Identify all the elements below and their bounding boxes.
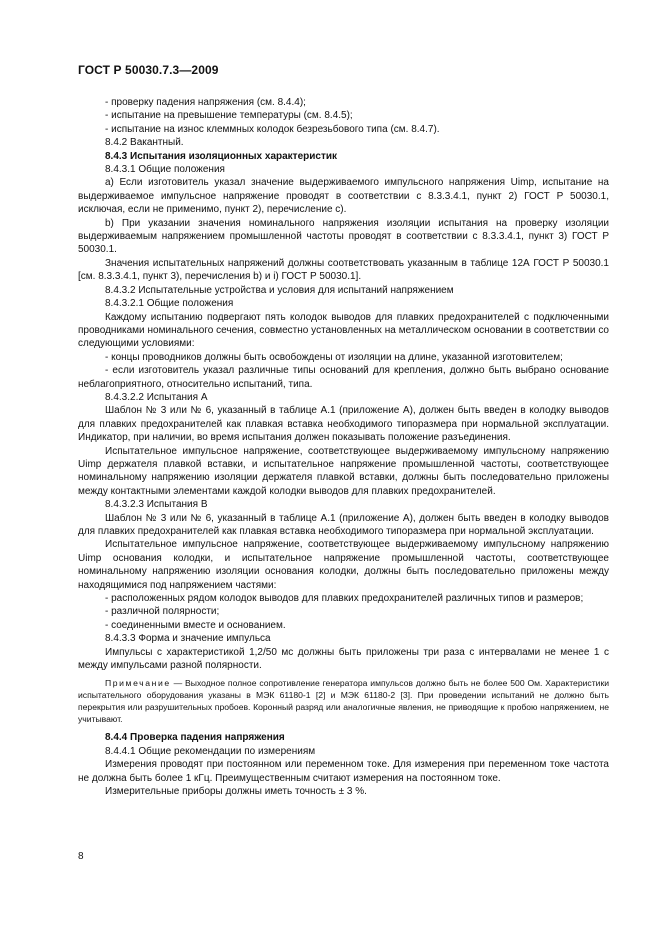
section-8-4-2: 8.4.2 Вакантный.	[105, 137, 184, 149]
subsection-heading: 8.4.3.2.3 Испытания В	[105, 499, 208, 511]
paragraph: Измерения проводят при постоянном или переменном токе. Для измерения при переменном токе частота не должна быть более 1 кГц. Преимущественным считают измерения на постоянном токе.	[78, 759, 609, 784]
paragraph: а) Если изготовитель указал значение выдерживаемого импульсного напряжения Uimp, испытание на выдерживаемое импульсное напряжение проводят в соответствии с 8.3.3.4.1, пункт 2) ГОСТ Р 50030.1, исключая, если не применимо, пункт 2), перечисление с).	[78, 177, 609, 216]
list-item: - различной полярности;	[105, 606, 220, 618]
paragraph: Шаблон № 3 или № 6, указанный в таблице А.1 (приложение А), должен быть введен в колодку выводов для плавких предохранителей как плавкая вставка необходимого типоразмера при нормальной эксплуатации. Индикатор, при наличии, во время испытания должен показывать положение разъединения.	[78, 405, 609, 444]
list-item: - расположенных рядом колодок выводов для плавких предохранителей различных типов и размеров;	[105, 593, 584, 605]
list-item: - испытание на превышение температуры (см. 8.4.5);	[105, 110, 353, 122]
subsection-heading: 8.4.4.1 Общие рекомендации по измерениям	[105, 745, 316, 757]
list-item: - концы проводников должны быть освобождены от изоляции на длине, указанной изготовителем;	[105, 351, 563, 363]
document-header: ГОСТ Р 50030.7.3—2009	[78, 63, 219, 77]
subsection-heading: 8.4.3.2.2 Испытания А	[105, 391, 208, 403]
section-heading-8-4-4: 8.4.4 Проверка падения напряжения	[105, 732, 285, 744]
paragraph: b) При указании значения номинального напряжения изоляции испытания на проверку изоляции выдерживаемым напряжением промышленной частоты проводят в соответствии с 8.3.3.4.1, пункт 3) ГОСТ Р 50030.1.	[78, 217, 609, 256]
subsection-heading: 8.4.3.3 Форма и значение импульса	[105, 633, 271, 645]
section-heading-8-4-3: 8.4.3 Испытания изоляционных характеристик	[105, 150, 338, 162]
note-label: Примечание	[105, 678, 171, 689]
paragraph: Измерительные приборы должны иметь точность ± 3 %.	[105, 786, 367, 798]
subsection-heading: 8.4.3.1 Общие положения	[105, 164, 225, 176]
paragraph: Импульсы с характеристикой 1,2/50 мс должны быть приложены три раза с интервалами не менее 1 с между импульсами разной полярности.	[78, 646, 609, 672]
paragraph: Испытательное импульсное напряжение, соответствующее выдерживаемому импульсному напряжению Uimp основания колодки, и испытательное напряжение промышленной частоты, соответствующее номинальному напряжению изоляции основания колодки, должны быть последовательно приложены между находящимися под напряжением частями:	[78, 539, 609, 591]
note	[78, 677, 609, 725]
paragraph: Значения испытательных напряжений должны соответствовать указанным в таблице 12А ГОСТ Р 50030.1 [см. 8.3.3.4.1, пункт 3), перечисления b) и i) ГОСТ Р 50030.1].	[78, 257, 609, 283]
paragraph: Каждому испытанию подвергают пять колодок выводов для плавких предохранителей с подключенными проводниками номинального сечения, совместно установленных на металлическом основании в соответствии со следующими условиями:	[78, 311, 609, 350]
paragraph: Шаблон № 3 или № 6, указанный в таблице А.1 (приложение А), должен быть введен в колодку выводов для плавких предохранителей как плавкая вставка необходимого типоразмера при нормальной эксплуатации.	[78, 512, 609, 537]
page-number: 8	[78, 851, 84, 862]
paragraph: Испытательное импульсное напряжение, соответствующее выдерживаемому импульсному напряжению Uimp держателя плавкой вставки, и испытательное напряжение промышленной частоты, соответствующее номинальному напряжению изоляции держателя плавкой вставки, должны быть последовательно приложены между контактными элементами каждой колодки выводов для плавких предохранителей.	[78, 445, 609, 497]
list-item: - проверку падения напряжения (см. 8.4.4);	[105, 97, 306, 108]
subsection-heading: 8.4.3.2 Испытательные устройства и условия для испытаний напряжением	[105, 284, 454, 296]
list-item: - испытание на износ клеммных колодок безрезьбового типа (см. 8.4.7).	[105, 123, 440, 135]
list-item: - соединенными вместе и основанием.	[105, 619, 286, 631]
note-text: — Выходное полное сопротивление генератора импульсов должно быть не более 500 Ом. Характеристики испытательного оборудования указаны в МЭК 61180-1 [2] и МЭК 61180-2 [3]. При проведении испытаний не должно быть перекрытия или разрушительных пробоев. Коронный разряд или аналогичные явления, не приводящие к пробою напряжением, не учитывают.	[78, 678, 609, 725]
subsection-heading: 8.4.3.2.1 Общие положения	[105, 298, 234, 310]
document-body	[78, 96, 609, 799]
list-item: - если изготовитель указал различные типы оснований для крепления, должно быть выбрано основание неблагоприятного, относительно испытаний, типа.	[78, 365, 609, 390]
